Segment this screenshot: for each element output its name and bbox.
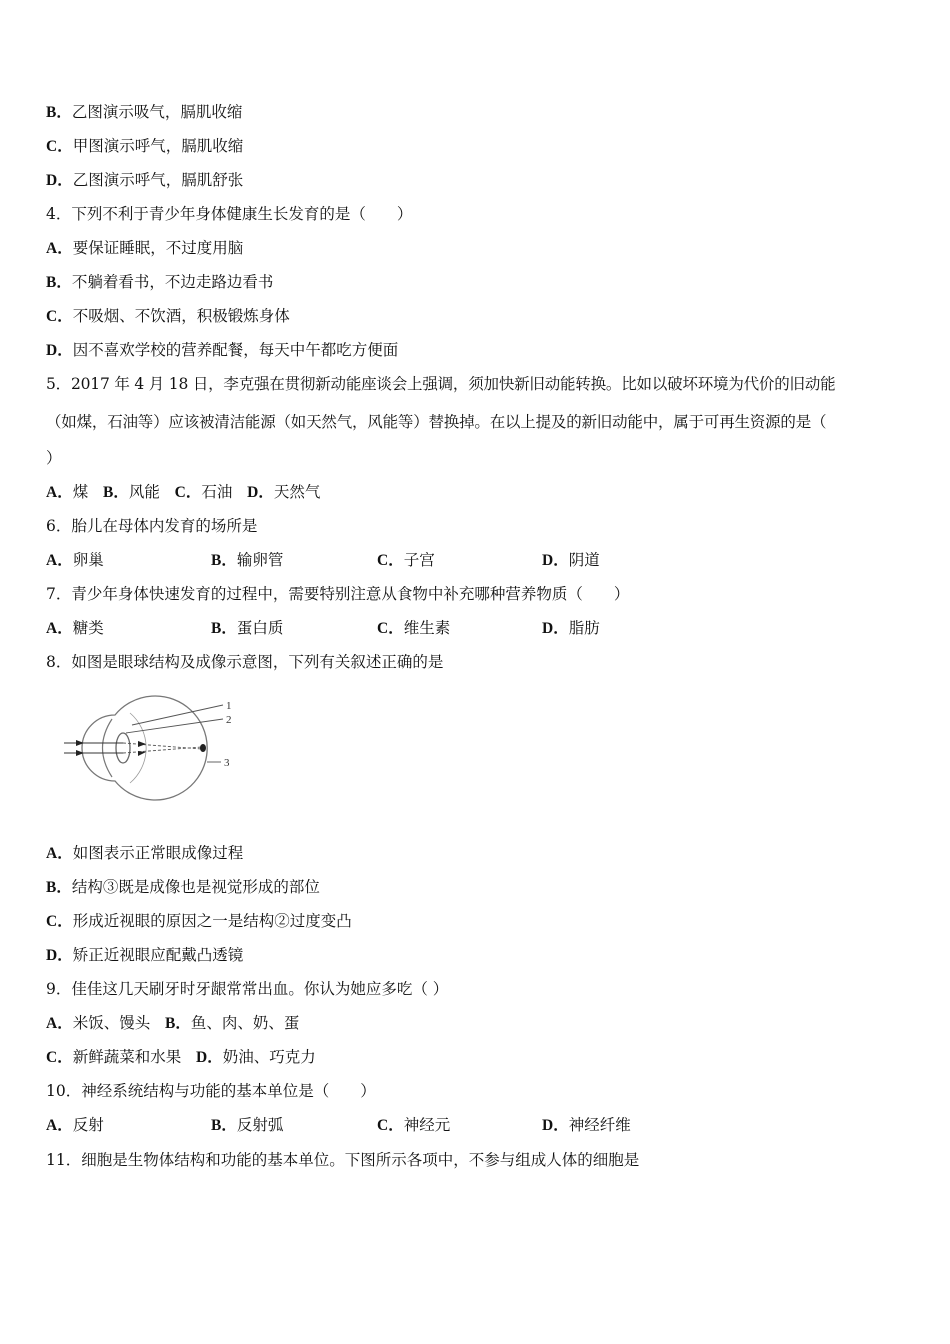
q6-option-d: D．阴道 — [542, 551, 600, 569]
q9-option-a-label: A． — [46, 1015, 73, 1032]
q5-option-d-label: D． — [247, 484, 274, 501]
q5-options — [46, 482, 320, 503]
diagram-label-3: 3 — [224, 757, 230, 769]
q9-option-d: 奶油、巧克力 — [222, 1048, 316, 1066]
q3-option-c: C．甲图演示呼气，膈肌收缩 — [46, 137, 244, 155]
q8-option-b: B．结构③既是成像也是视觉形成的部位 — [46, 878, 320, 896]
q5-option-d: 天然气 — [273, 483, 321, 501]
q10-option-c: C．神经元 — [377, 1116, 451, 1134]
q9-options-row2 — [46, 1047, 316, 1068]
q5-option-c-label: C． — [174, 484, 202, 501]
q5-stem-line3: ） — [46, 449, 62, 467]
q4-option-a: A．要保证睡眠，不过度用脑 — [46, 239, 244, 257]
q8-option-c: C．形成近视眼的原因之一是结构②过度变凸 — [46, 912, 352, 930]
q6-option-b: B．输卵管 — [211, 551, 284, 569]
q6-option-a: A．卵巢 — [46, 551, 104, 569]
eyeball-diagram — [60, 693, 240, 803]
q5-option-a-label: A． — [46, 484, 73, 501]
q9-options-row1 — [46, 1013, 299, 1034]
q4-option-b: B．不躺着看书，不边走路边看书 — [46, 273, 274, 291]
q8-option-d: D．矫正近视眼应配戴凸透镜 — [46, 946, 244, 964]
q7-option-d: D．脂肪 — [542, 619, 600, 637]
q7-stem: 7．青少年身体快速发育的过程中，需要特别注意从食物中补充哪种营养物质（ ） — [46, 585, 630, 603]
q4-option-d: D．因不喜欢学校的营养配餐，每天中午都吃方便面 — [46, 341, 399, 359]
q8-option-a: A．如图表示正常眼成像过程 — [46, 844, 244, 862]
q6-option-c: C．子宫 — [377, 551, 435, 569]
q3-option-b: B．乙图演示吸气，膈肌收缩 — [46, 103, 243, 121]
q5-option-c: 石油 — [201, 483, 233, 501]
q4-option-c: C．不吸烟、不饮酒，积极锻炼身体 — [46, 307, 290, 325]
q11-stem: 11．细胞是生物体结构和功能的基本单位。下图所示各项中，不参与组成人体的细胞是 — [46, 1151, 640, 1169]
q9-option-d-label: D． — [196, 1049, 223, 1066]
q8-stem: 8．如图是眼球结构及成像示意图，下列有关叙述正确的是 — [46, 653, 444, 671]
q5-stem-line1: 5．2017 年 4 月 18 日，李克强在贯彻新动能座谈会上强调，须加快新旧动能转换。比如以破坏环境为代价的旧动能 — [46, 375, 836, 393]
q3-option-d: D．乙图演示呼气，膈肌舒张 — [46, 171, 244, 189]
lens — [116, 733, 130, 763]
q9-stem: 9．佳佳这几天刷牙时牙龈常常出血。你认为她应多吃（ ） — [46, 980, 449, 998]
q9-option-c: 新鲜蔬菜和水果 — [72, 1048, 182, 1066]
q9-option-c-label: C． — [46, 1049, 73, 1066]
q4-stem: 4．下列不利于青少年身体健康生长发育的是（ ） — [46, 205, 413, 223]
q7-option-b: B．蛋白质 — [211, 619, 284, 637]
q5-option-a: 煤 — [72, 483, 89, 501]
q7-option-a: A．糖类 — [46, 619, 104, 637]
q9-option-b-label: B． — [165, 1015, 191, 1032]
q10-option-a: A．反射 — [46, 1116, 104, 1134]
q7-option-c: C．维生素 — [377, 619, 451, 637]
diagram-label-1: 1 — [226, 700, 232, 712]
q5-stem-line2: （如煤，石油等）应该被清洁能源（如天然气，风能等）替换掉。在以上提及的新旧动能中，属于可再生资源的是（ — [46, 413, 827, 431]
q9-option-b: 鱼、肉、奶、蛋 — [190, 1014, 300, 1032]
diagram-label-2: 2 — [226, 714, 232, 726]
q10-option-b: B．反射弧 — [211, 1116, 284, 1134]
q9-option-a: 米饭、馒头 — [72, 1014, 151, 1032]
q5-option-b-label: B． — [103, 484, 129, 501]
q6-stem: 6．胎儿在母体内发育的场所是 — [46, 517, 258, 535]
cornea — [103, 719, 113, 777]
q10-option-d: D．神经纤维 — [542, 1116, 631, 1134]
q5-option-b: 风能 — [128, 483, 160, 501]
q10-stem: 10．神经系统结构与功能的基本单位是（ ） — [46, 1082, 376, 1100]
